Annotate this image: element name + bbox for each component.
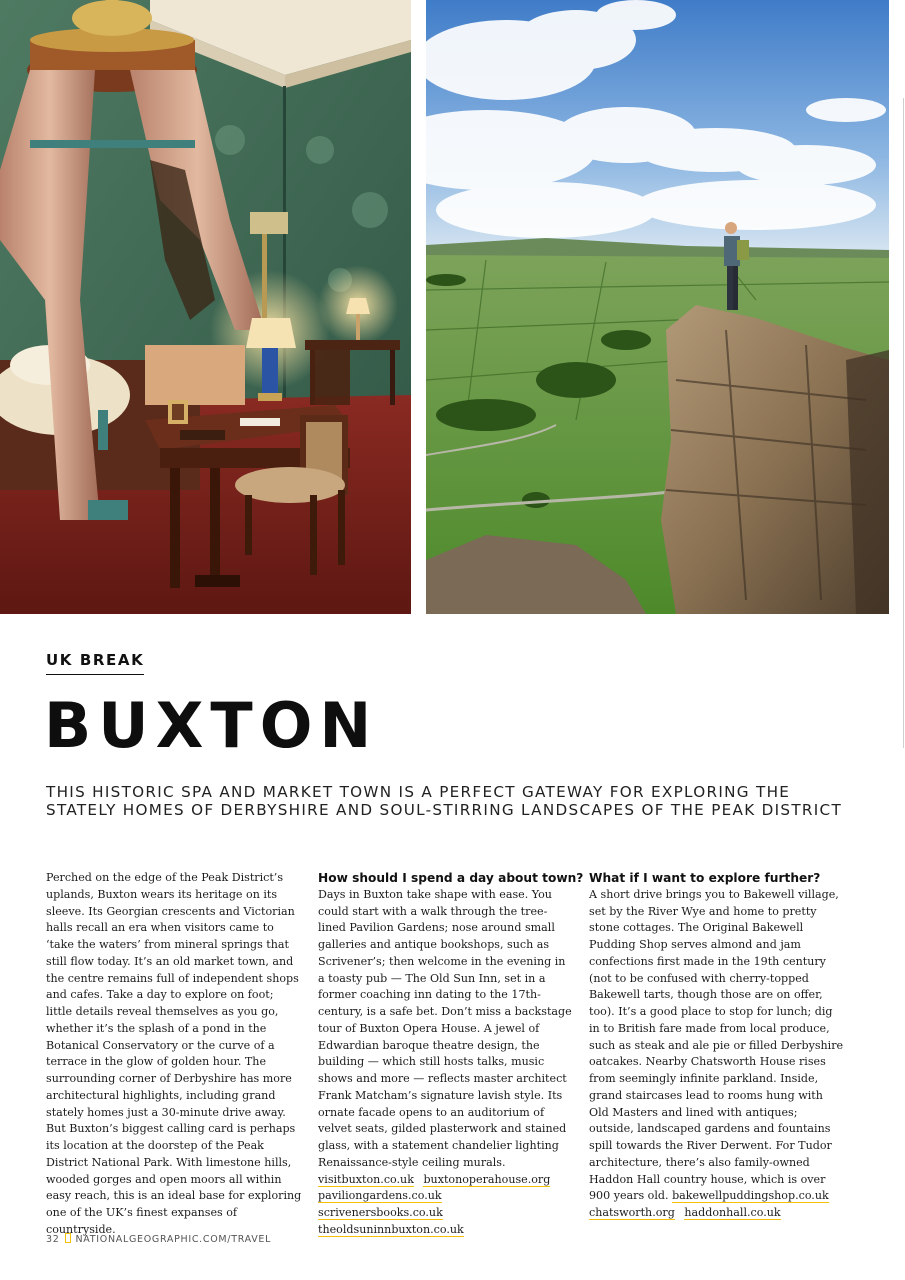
page-edge-rule xyxy=(903,98,904,748)
intro-paragraph: Perched on the edge of the Peak District’s uplands, Buxton wears its heritage on its sleeve. Its Georgian crescents and Victorian halls recall an era when visitors came to ‘take the waters’ from mineral springs that still flow today. It’s an old market town, and the centre remains full of independent shops and cafes. Take a day to explore on foot; little details reveal themselves as you go, whether it’s the splash of a pond in the Botanical Conservatory or the curve of a terrace in the glow of golden hour. The surrounding corner of Derbyshire has more architectural highlights, including grand stately homes just a 30-minute drive away. But Buxton’s biggest calling card is perhaps its location at the doorstep of the Peak District National Park. With limestone hills, wooded gorges and open moors all within easy reach, this is an ideal base for exploring one of the UK’s finest expanses of countryside. xyxy=(46,871,302,1236)
page-number: 32 xyxy=(46,1234,60,1245)
link-visitbuxton[interactable]: visitbuxton.co.uk xyxy=(318,1172,414,1186)
section-kicker: UK BREAK xyxy=(46,651,144,675)
day-about-town-paragraph: Days in Buxton take shape with ease. You could start with a walk through the tree-lined Pavilion Gardens; nose around small galleries and antique bookshops, such as Scrivener’s; then welcome in the evening in a toasty pub — The Old Sun Inn, set in a former coaching inn dating to the 17th-century, is a safe bet. Don’t miss a backstage tour of Buxton Opera House. A jewel of Edwardian baroque theatre design, the building — which still hosts talks, music shows and more — reflects master architect Frank Matcham’s signature lavish style. Its ornate facade opens to an auditorium of velvet seats, gilded plasterwork and stained glass, with a statement chandelier lighting Renaissance-style ceiling murals. xyxy=(318,887,572,1169)
page-title: BUXTON xyxy=(44,689,379,762)
link-theoldsuninnbuxton[interactable]: theoldsuninnbuxton.co.uk xyxy=(318,1222,464,1236)
link-haddonhall[interactable]: haddonhall.co.uk xyxy=(684,1206,781,1219)
bedroom-photo xyxy=(0,0,411,614)
link-scrivenersbooks[interactable]: scrivenersbooks.co.uk xyxy=(318,1206,443,1219)
explore-further-paragraph xyxy=(589,887,845,1205)
footer-separator xyxy=(65,1233,71,1243)
hiker-on-crag-photo xyxy=(426,0,889,614)
explore-further-links xyxy=(589,1205,845,1222)
page-footer xyxy=(46,1233,271,1245)
column-day-about-town xyxy=(318,870,584,1239)
day-about-town-heading: How should I spend a day about town? xyxy=(318,871,584,885)
link-chatsworth[interactable]: chatsworth.org xyxy=(589,1206,675,1219)
explore-further-heading: What if I want to explore further? xyxy=(589,871,821,885)
explore-further-text: A short drive brings you to Bakewell village, set by the River Wye and home to pretty stone cottages. The Original Bakewell Pudding Shop serves almond and jam confections first made in the 19th century (not to be confused with cherry-topped Bakewell tarts, though those are on offer, too). It’s a good place to stop for lunch; dig in to British fare made from local produce, such as steak and ale pie or filled Derbyshire oatcakes. Nearby Chatsworth House rises from seemingly infinite parkland. Inside, grand staircases lead to rooms hung with Old Masters and lined with antiques; outside, landscaped gardens and fountains spill towards the River Derwent. For Tudor architecture, there’s also family-owned Haddon Hall country house, which is over 900 years old. xyxy=(589,887,844,1203)
footer-site: NATIONALGEOGRAPHIC.COM/TRAVEL xyxy=(75,1234,272,1245)
link-paviliongardens[interactable]: paviliongardens.co.uk xyxy=(318,1189,442,1203)
column-intro xyxy=(46,870,302,1239)
link-bakewellpuddingshop[interactable]: bakewellpuddingshop.co.uk xyxy=(672,1189,829,1203)
day-about-town-links xyxy=(318,1172,574,1239)
link-buxtonoperahouse[interactable]: buxtonoperahouse.org xyxy=(423,1172,551,1186)
column-explore-further xyxy=(589,870,845,1222)
standfirst: THIS HISTORIC SPA AND MARKET TOWN IS A PERFECT GATEWAY FOR EXPLORING THE STATELY HOMES OF DERBYSHIRE AND SOUL-STIRRING LANDSCAPES OF THE PEAK DISTRICT xyxy=(46,783,843,819)
